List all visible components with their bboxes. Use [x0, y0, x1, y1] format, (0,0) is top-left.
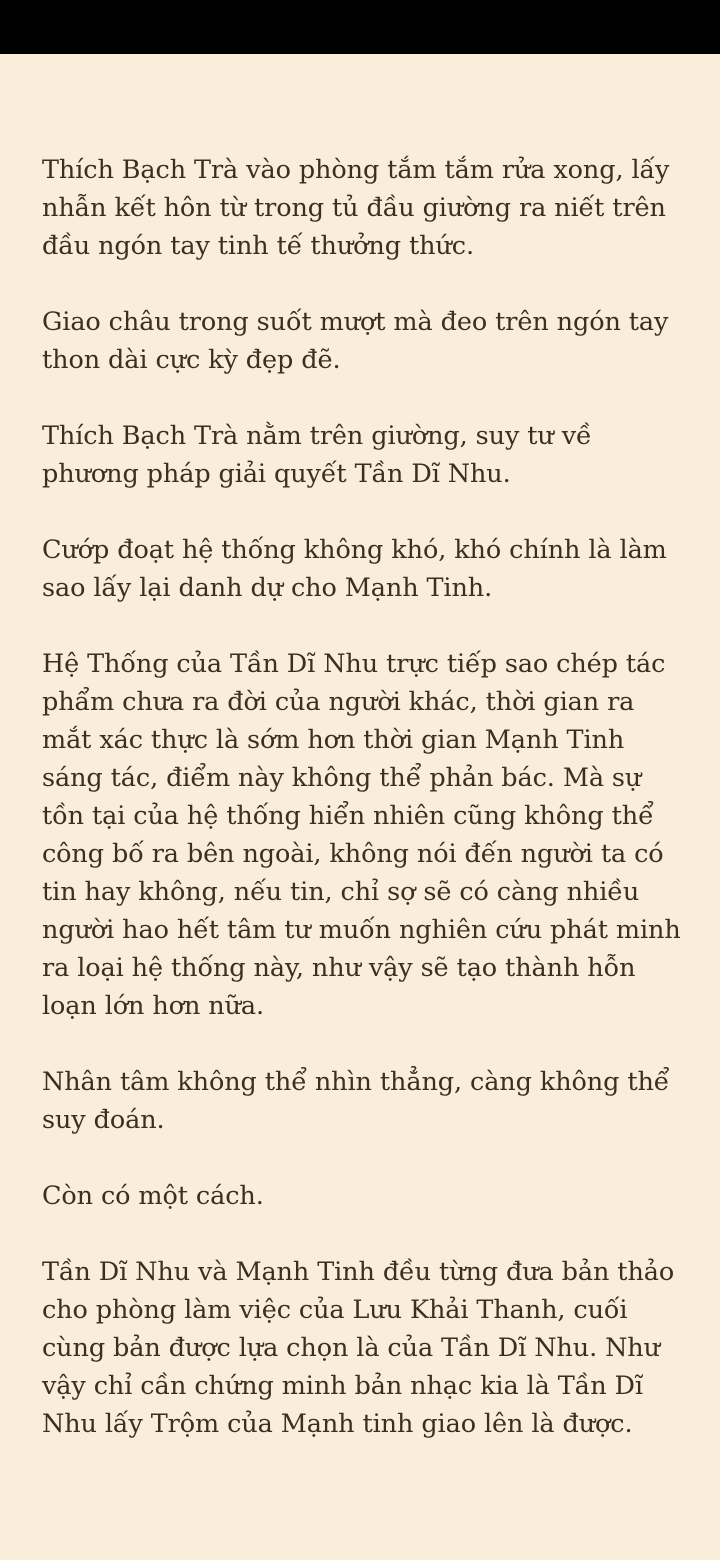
status-bar: [0, 0, 720, 54]
paragraph-6: Nhân tâm không thể nhìn thẳng, càng không thể suy đoán.: [42, 1067, 670, 1135]
paragraph-2: Giao châu trong suốt mượt mà đeo trên ngón tay thon dài cực kỳ đẹp đẽ.: [42, 307, 669, 375]
paragraph-8: Tần Dĩ Nhu và Mạnh Tinh đều từng đưa bản thảo cho phòng làm việc của Lưu Khải Thanh, cuối cùng bản được lựa chọn là của Tần Dĩ Nhu. Như vậy chỉ cần chứng minh bản nhạc kia là Tần Dĩ Nhu lấy Trộm của Mạnh tinh giao lên là được.: [42, 1257, 675, 1439]
paragraph-5: Hệ Thống của Tần Dĩ Nhu trực tiếp sao chép tác phẩm chưa ra đời của người khác, thời gian ra mắt xác thực là sớm hơn thời gian Mạnh Tinh sáng tác, điểm này không thể phản bác. Mà sự tồn tại của hệ thống hiển nhiên cũng không thể công bố ra bên ngoài, không nói đến người ta có tin hay không, nếu tin, chỉ sợ sẽ có càng nhiều người hao hết tâm tư muốn nghiên cứu phát minh ra loại hệ thống này, như vậy sẽ tạo thành hỗn loạn lớn hơn nữa.: [42, 649, 681, 1021]
chapter-text: [42, 151, 682, 1443]
paragraph-3: Thích Bạch Trà nằm trên giường, suy tư về phương pháp giải quyết Tần Dĩ Nhu.: [42, 421, 592, 489]
paragraph-7: Còn có một cách.: [42, 1181, 264, 1211]
reader-page[interactable]: [0, 54, 720, 1560]
paragraph-4: Cướp đoạt hệ thống không khó, khó chính là làm sao lấy lại danh dự cho Mạnh Tinh.: [42, 535, 667, 603]
paragraph-1: Thích Bạch Trà vào phòng tắm tắm rửa xong, lấy nhẫn kết hôn từ trong tủ đầu giường ra niết trên đầu ngón tay tinh tế thưởng thức.: [42, 155, 670, 261]
